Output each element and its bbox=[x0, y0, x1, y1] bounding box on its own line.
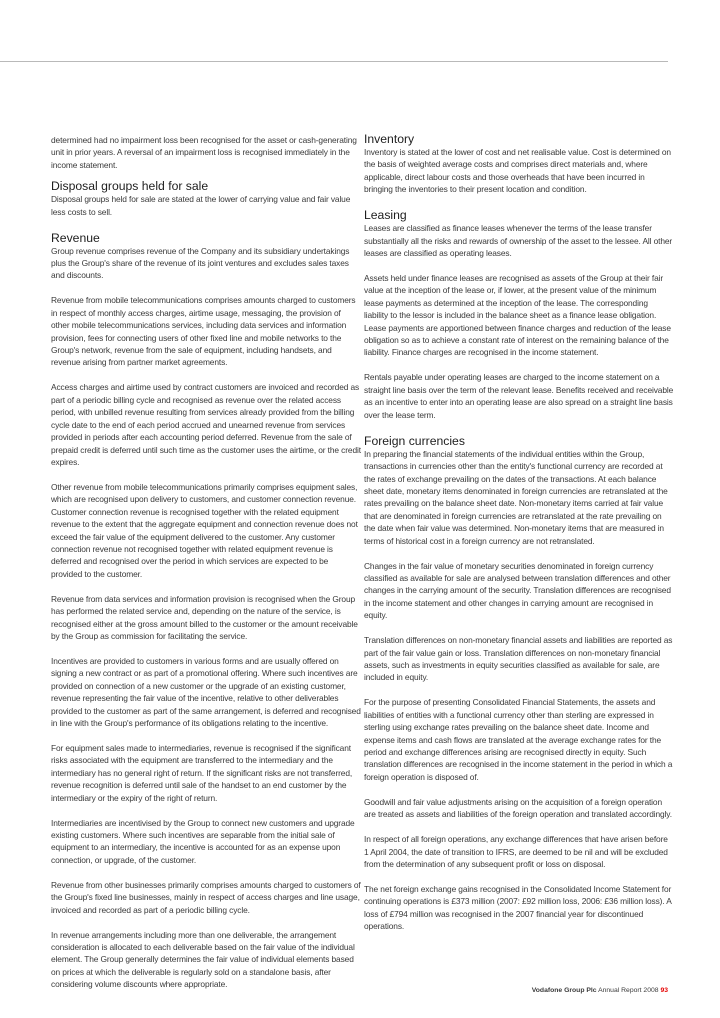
revenue-paragraph: Group revenue comprises revenue of the Company and its subsidiary undertakings plus the Group's share of the revenue of its joint ventures and excludes sales taxes and discounts. bbox=[51, 245, 350, 281]
foreign-currencies-paragraph: In respect of all foreign operations, any exchange differences that have arisen before 1 April 2004, the date of transition to IFRS, are deemed to be nil and will be excluded from the determination of any subsequent profit or loss on disposal. bbox=[364, 834, 668, 870]
revenue-paragraph: Revenue from mobile telecommunications comprises amounts charged to customers in respect of monthly access charges, airtime usage, messaging, the provision of other mobile telecommunications services, including data services and information provision, fees for connecting users of other fixed line and mobile networks to the Group's network, revenue from the sale of equipment, including handsets, and revenue arising from partner market agreements. bbox=[51, 295, 356, 368]
foreign-currencies-paragraph: Changes in the fair value of monetary securities denominated in foreign currency classified as available for sale are analysed between translation differences and other changes in the carrying amount of the security. Translation differences are recognised in the income statement and other changes in carrying amount are recognised in equity. bbox=[364, 560, 671, 621]
right-column bbox=[364, 134, 674, 945]
revenue-paragraph: Revenue from data services and information provision is recognised when the Group has performed the related service and, depending on the nature of the service, is recognised either at the gross amount billed to the customer or the amount receivable by the Group as commission for facilitating the service. bbox=[51, 593, 358, 641]
leasing-paragraph: Rentals payable under operating leases are charged to the income statement on a straight line basis over the term of the relevant lease. Benefits received and receivable as an incentive to enter into an operating lease are also spread on a straight line basis over the lease term. bbox=[364, 372, 674, 420]
revenue-paragraph: Incentives are provided to customers in various forms and are usually offered on signing a new contract or as part of a promotional offering. Where such incentives are provided on connection of a new customer or the upgrade of an existing customer, revenue representing the fair value of the incentive, relative to other deliverables provided to the customer as part of the same arrangement, is deferred and recognised in line with the Group's performance of its obligations relating to the incentive. bbox=[51, 655, 361, 728]
leasing-heading: Leasing bbox=[364, 208, 407, 223]
foreign-currencies-heading: Foreign currencies bbox=[364, 433, 465, 448]
page-number: 93 bbox=[660, 987, 668, 994]
header-rule bbox=[0, 61, 668, 62]
revenue-paragraph: Intermediaries are incentivised by the Group to connect new customers and upgrade existing customers. Where such incentives are separable from the initial sale of equipment to an intermediary, the incentive is accounted for as an expense upon connection, or upgrade, of the customer. bbox=[51, 817, 355, 865]
footer-report-title: Annual Report 2008 bbox=[598, 987, 659, 994]
disposal-groups-text: Disposal groups held for sale are stated at the lower of carrying value and fair value less costs to sell. bbox=[51, 194, 351, 217]
inventory-text: Inventory is stated at the lower of cost and net realisable value. Cost is determined on the basis of weighted average costs and comprises direct materials and, where applicable, direct labour costs and those overheads that have been incurred in bringing the inventories to their present location and condition. bbox=[364, 147, 671, 195]
inventory-heading: Inventory bbox=[364, 132, 415, 146]
left-column bbox=[51, 134, 361, 1003]
foreign-currencies-paragraph: Translation differences on non-monetary financial assets and liabilities are reported as part of the fair value gain or loss. Translation differences on non-monetary financial assets, such as investments in equity securities classified as available for sale, are included in equity. bbox=[364, 635, 673, 683]
revenue-heading: Revenue bbox=[51, 230, 100, 245]
revenue-paragraph: For equipment sales made to intermediaries, revenue is recognised if the significant risks associated with the equipment are transferred to the intermediary and the intermediary has no general right of return. If the significant risks are not transferred, revenue recognition is deferred until sale of the handset to an end customer by the intermediary or the expiry of the right of return. bbox=[51, 743, 353, 803]
foreign-currencies-paragraph: The net foreign exchange gains recognised in the Consolidated Income Statement for continuing operations is £373 million (2007: £92 million loss, 2006: £36 million loss). A loss of £794 million was recognised in the 2007 financial year for discontinued operations. bbox=[364, 884, 672, 932]
intro-paragraph: determined had no impairment loss been recognised for the asset or cash-generating unit in prior years. A reversal of an impairment loss is recognised immediately in the income statement. bbox=[51, 135, 357, 170]
foreign-currencies-paragraph: For the purpose of presenting Consolidated Financial Statements, the assets and liabilities of entities with a functional currency other than sterling are expressed in sterling using exchange rates prevailing on the balance sheet date. Income and expense items and cash flows are translated at the average exchange rates for the period and exchange differences arising are recognised directly in equity. Such translation differences are recognised in the income statement in the period in which a foreign operation is disposed of. bbox=[364, 697, 673, 782]
revenue-paragraph: Access charges and airtime used by contract customers are invoiced and recorded as part of a periodic billing cycle and recognised as revenue over the related access period, with unbilled revenue resulting from services already provided from the billing cycle date to the end of each period accrued and unearned revenue from services provided in periods after each accounting period deferred. Revenue from the sale of prepaid credit is deferred until such time as the customer uses the airtime, or the credit expires. bbox=[51, 382, 361, 467]
foreign-currencies-paragraph: In preparing the financial statements of the individual entities within the Group, transactions in currencies other than the entity's functional currency are recorded at the rates of exchange prevailing on the dates of the transactions. At each balance sheet date, monetary items denominated in foreign currencies are retranslated at the rates prevailing on the balance sheet date. Non-monetary items carried at fair value that are denominated in foreign currencies are retranslated at the rate prevailing on the date when fair value was determined. Non-monetary items that are measured in terms of historical cost in a foreign currency are not retranslated. bbox=[364, 448, 668, 546]
revenue-paragraph: Revenue from other businesses primarily comprises amounts charged to customers of the Group's fixed line businesses, mainly in respect of access charges and line usage, invoiced and recorded as part of a periodic billing cycle. bbox=[51, 879, 361, 915]
page-footer bbox=[532, 986, 668, 995]
foreign-currencies-paragraph: Goodwill and fair value adjustments arising on the acquisition of a foreign operation are treated as assets and liabilities of the foreign operation and translated accordingly. bbox=[364, 796, 672, 820]
disposal-groups-heading: Disposal groups held for sale bbox=[51, 179, 209, 194]
footer-company-name: Vodafone Group Plc bbox=[531, 987, 597, 994]
leasing-paragraph: Assets held under finance leases are recognised as assets of the Group at their fair value at the inception of the lease or, if lower, at the present value of the minimum lease payments as determined at the inception of the lease. The corresponding liability to the lessor is included in the balance sheet as a finance lease obligation. Lease payments are apportioned between finance charges and reduction of the lease obligation so as to achieve a constant rate of interest on the remaining balance of the liability. Finance charges are recognised in the income statement. bbox=[364, 273, 671, 358]
revenue-paragraph: In revenue arrangements including more than one deliverable, the arrangement consideration is allocated to each deliverable based on the fair value of the individual element. The Group generally determines the fair value of individual elements based on prices at which the deliverable is regularly sold on a standalone basis, after considering volume discounts where appropriate. bbox=[51, 929, 355, 990]
leasing-paragraph: Leases are classified as finance leases whenever the terms of the lease transfer substantially all the risks and rewards of ownership of the asset to the lessee. All other leases are classified as operating leases. bbox=[364, 223, 673, 259]
revenue-paragraph: Other revenue from mobile telecommunications primarily comprises equipment sales, which are recognised upon delivery to customers, and customer connection revenue. Customer connection revenue is recognised together with the related equipment revenue to the extent that the aggregate equipment and connection revenue does not exceed the fair value of the equipment delivered to the customer. Any customer connection revenue not recognised together with related equipment revenue is deferred and recognised over the period in which services are expected to be provided to the customer. bbox=[51, 481, 358, 579]
